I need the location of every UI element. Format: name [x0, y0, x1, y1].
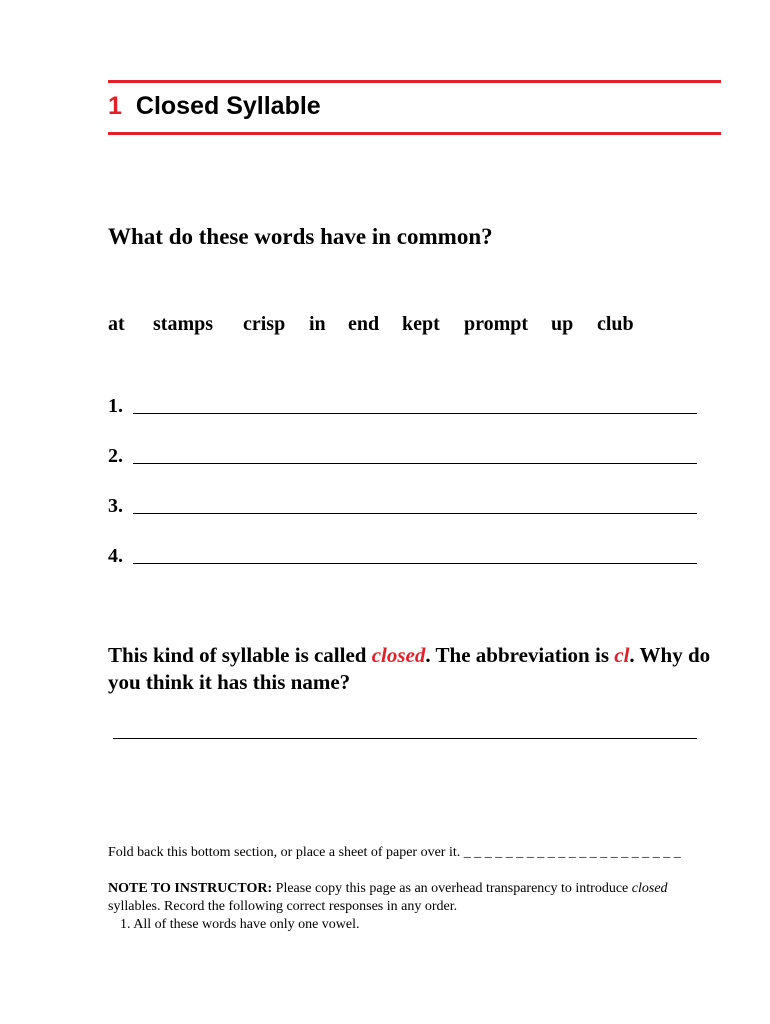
note-label: NOTE TO INSTRUCTOR: — [108, 881, 273, 896]
note-text: Please copy this page as an overhead transparency to introduce — [272, 881, 632, 896]
word-item: kept — [402, 313, 440, 335]
instructor-note — [108, 880, 718, 934]
bottom-rule — [108, 132, 721, 135]
answer-blank[interactable] — [133, 563, 697, 564]
term-abbreviation: cl — [614, 643, 630, 667]
response-blank[interactable] — [113, 738, 697, 739]
note-term: closed — [631, 881, 668, 896]
note-list-item: 1. All of these words have only one vowel. — [120, 917, 360, 932]
question-text: What do these words have in common? — [108, 224, 493, 249]
word-item: end — [348, 313, 380, 335]
word-item: up — [551, 313, 574, 335]
fold-instruction: Fold back this bottom section, or place a sheet of paper over it. _ _ _ _ _ _ _ _ _ _ _ _ _ _ _ _ _ _ _ _ _ — [108, 845, 681, 860]
section-heading — [108, 92, 321, 121]
answer-number: 2. — [108, 445, 123, 467]
word-item: prompt — [464, 313, 529, 335]
answer-number: 4. — [108, 545, 123, 567]
answer-blank[interactable] — [133, 413, 697, 414]
note-paragraph — [108, 880, 718, 916]
statement-part: This kind of syllable is called — [108, 643, 372, 667]
answer-row — [108, 395, 708, 425]
top-rule — [108, 80, 721, 83]
word-item: stamps — [153, 313, 214, 335]
answer-number: 1. — [108, 395, 123, 417]
answer-row — [108, 545, 708, 575]
answer-number: 3. — [108, 495, 123, 517]
note-text: syllables. Record the following correct responses in any order. — [108, 899, 458, 914]
word-item: at — [108, 313, 125, 335]
statement-text — [108, 642, 728, 696]
answer-blank[interactable] — [133, 513, 697, 514]
section-number: 1 — [108, 92, 122, 120]
statement-part: . The abbreviation is — [425, 643, 615, 667]
statement-part: . Why do you think it has this name? — [108, 643, 711, 694]
word-item: crisp — [243, 313, 286, 335]
section-title: Closed Syllable — [135, 92, 321, 120]
word-item: club — [597, 313, 634, 335]
word-item: in — [309, 313, 326, 335]
answer-row — [108, 445, 708, 475]
term-closed: closed — [371, 643, 426, 667]
answer-blank[interactable] — [133, 463, 697, 464]
answer-row — [108, 495, 708, 525]
